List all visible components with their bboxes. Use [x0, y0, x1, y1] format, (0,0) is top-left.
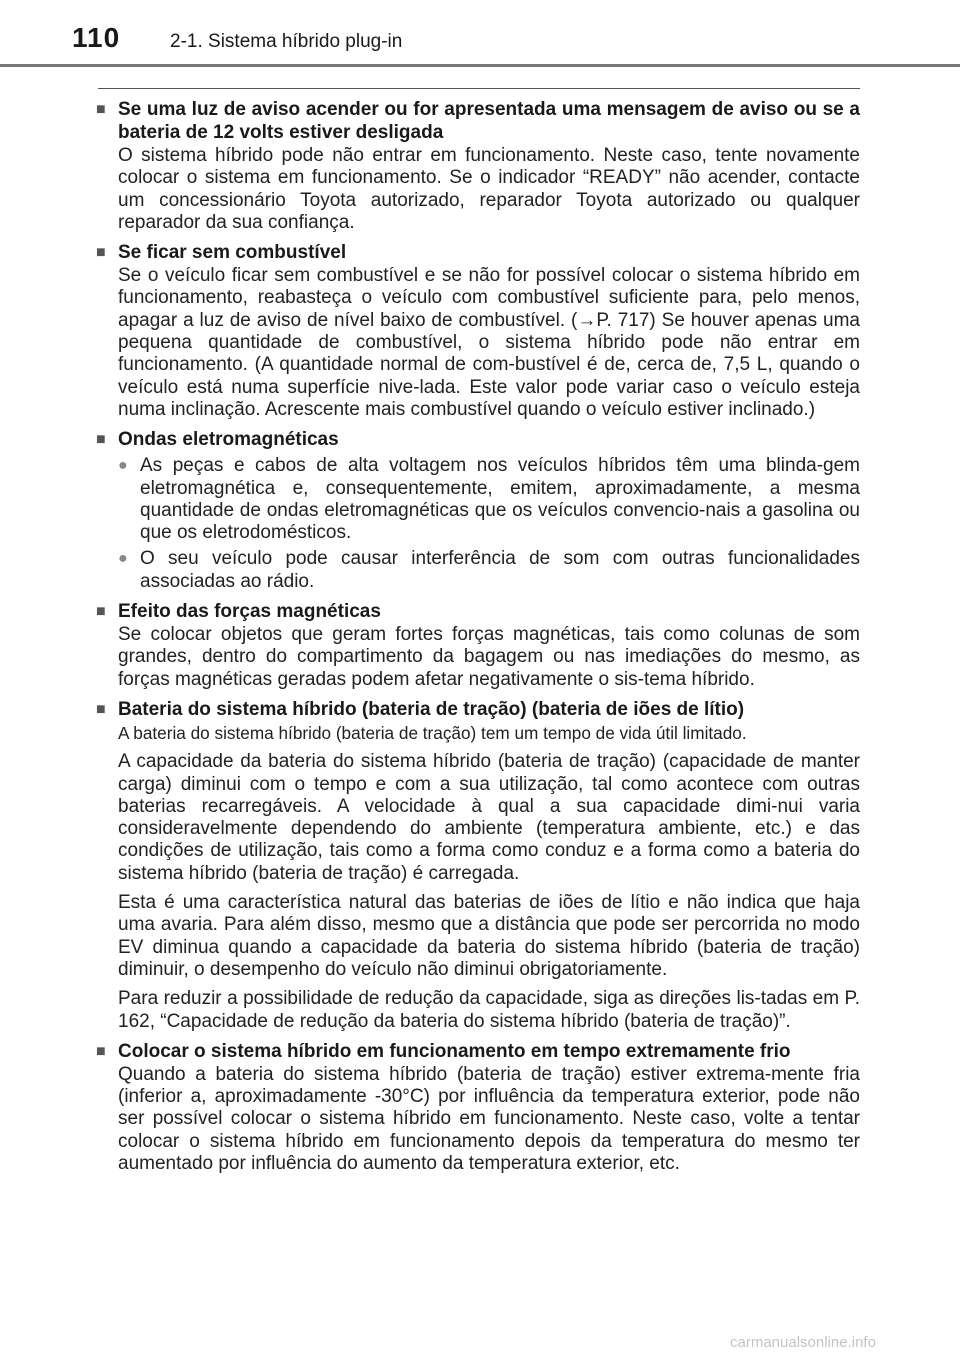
square-bullet-icon: ■: [96, 431, 106, 449]
watermark: carmanualsonline.info: [730, 1334, 876, 1351]
header-rule: [0, 64, 960, 67]
square-bullet-icon: ■: [96, 244, 106, 262]
content-divider: [98, 88, 860, 89]
square-bullet-icon: ■: [96, 101, 106, 118]
section-heading: ■ Colocar o sistema híbrido em funcionamento em tempo extremamente frio: [96, 1040, 791, 1062]
circle-bullet-icon: ●: [118, 550, 128, 568]
section-electromagnetic-waves: [96, 428, 860, 593]
square-bullet-icon: ■: [96, 1042, 106, 1060]
paragraph: Para reduzir a possibilidade de redução da capacidade, siga as direções lis-tadas em P. 162, “Capacidade de redução da bateria do sistema híbrido (bateria de tração)”.: [118, 988, 860, 1032]
paragraph: Quando a bateria do sistema híbrido (bateria de tração) estiver extrema-mente fria (inferior a, aproximadamente -30°C) por influência da temperatura exterior, pode não ser possível colocar o sistema híbrido em funcionamento. Neste caso, volte a tentar colocar o sistema híbrido em funcionamento depois da temperatura do mesmo ter aumentado por influência do aumento da temperatura exterior, etc.: [118, 1063, 860, 1174]
section-heading: ■ Bateria do sistema híbrido (bateria de tração) (bateria de iões de lítio): [96, 698, 745, 720]
section-heading: ■ Se ficar sem combustível: [96, 242, 347, 264]
page-content: [96, 98, 860, 1182]
paragraph: O sistema híbrido pode não entrar em funcionamento. Neste caso, tente novamente colocar o sistema em funcionamento. Se o indicador “READY” não acender, contacte um concessionário Toyota autorizado, reparador Toyota autorizado ou qualquer reparador da sua confiança.: [118, 145, 860, 233]
square-bullet-icon: ■: [96, 700, 106, 718]
square-bullet-icon: ■: [96, 603, 106, 621]
circle-bullet-icon: ●: [118, 457, 128, 475]
section-title: 2-1. Sistema híbrido plug-in: [170, 31, 403, 52]
section-magnetic-forces: [96, 600, 860, 691]
section-heading: ■ Se uma luz de aviso acender ou for apresentada uma mensagem de aviso ou se a bateria de 12 volts estiver desligada: [96, 99, 860, 143]
section-heading: ■ Ondas eletromagnéticas: [96, 429, 339, 451]
list-item: ● As peças e cabos de alta voltagem nos veículos híbridos têm uma blinda-gem eletromagnética e, consequentemente, emitem, aproximadamente, a mesma quantidade de ondas eletromagnéticas que os veículos convencio-nais a gasolina ou que os eletrodomésticos.: [118, 455, 860, 544]
paragraph: A capacidade da bateria do sistema híbrido (bateria de tração) (capacidade de manter carga) diminui com o tempo e com a sua utilização, tal como acontece com outras baterias recarregáveis. A velocidade à qual a sua capacidade dimi-nui varia consideravelmente dependendo do ambiente (temperatura ambiente, etc.) e das condições de utilização, tais como a forma como conduz e a forma como a bateria do sistema híbrido (bateria de tração) é carregada.: [118, 751, 860, 884]
list-item: ● O seu veículo pode causar interferência de som com outras funcionalidades associadas ao rádio.: [118, 548, 860, 592]
page-number: 110: [72, 22, 121, 53]
paragraph: Esta é uma característica natural das baterias de iões de lítio e não indica que haja uma avaria. Para além disso, mesmo que a distância que pode ser percorrida no modo EV diminua quando a capacidade da bateria do sistema híbrido (bateria de tração) diminuir, o desempenho do veículo não diminui obrigatoriamente.: [118, 892, 860, 980]
page-header: [0, 0, 960, 66]
paragraph: A bateria do sistema híbrido (bateria de tração) tem um tempo de vida útil limitado.: [118, 722, 747, 743]
paragraph: Se colocar objetos que geram fortes forças magnéticas, tais como colunas de som grandes, dentro do compartimento da bagagem ou nas imediações do mesmo, as forças magnéticas geradas podem afetar negativamente o sis-tema híbrido.: [118, 624, 860, 690]
section-fuel: [96, 241, 860, 421]
section-cold-weather: [96, 1040, 860, 1175]
paragraph: Se o veículo ficar sem combustível e se não for possível colocar o sistema híbrido em funcionamento, reabasteça o veículo com combustível suficiente para, pelo menos, apagar a luz de aviso de nível baixo de combustível. (→P. 717) Se houver apenas uma pequena quantidade de combustível, o sistema híbrido pode não entrar em funcionamento. (A quantidade normal de com-bustível é de, cerca de, 7,5 L, quando o veículo está numa superfície nive-lada. Este valor pode variar caso o veículo esteja numa inclinação. Acrescente mais combustível quando o veículo estiver inclinado.): [118, 265, 860, 420]
section-hybrid-battery: [96, 698, 860, 1033]
section-heading: ■ Efeito das forças magnéticas: [96, 601, 381, 623]
section-warning-light: [96, 98, 860, 234]
